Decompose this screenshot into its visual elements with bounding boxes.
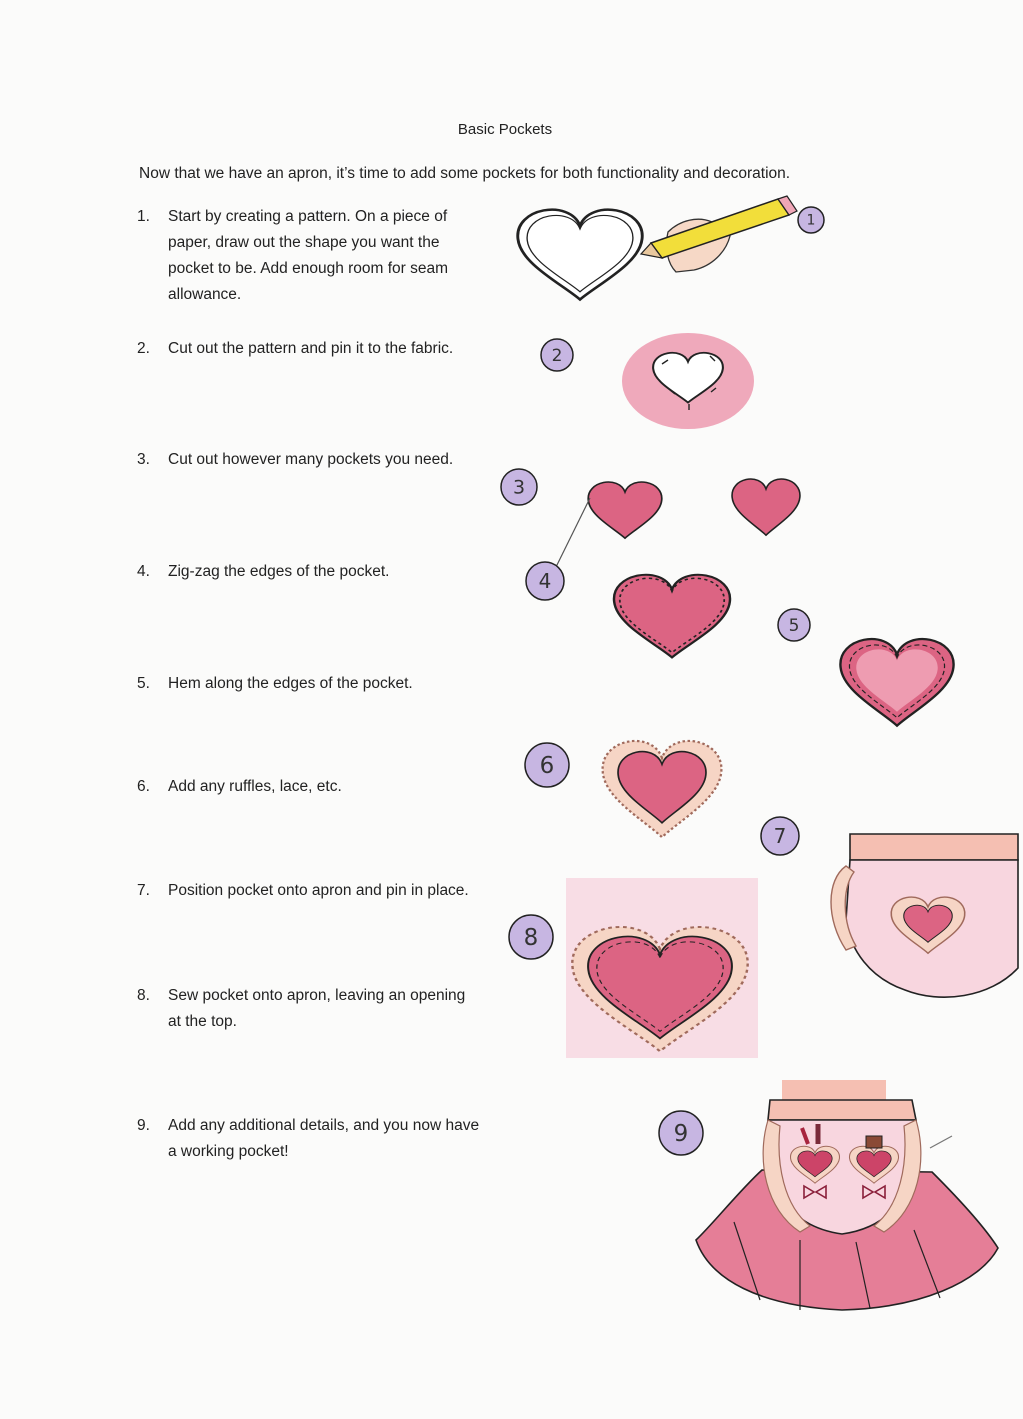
step-text: Zig-zag the edges of the pocket. — [168, 563, 390, 580]
number-badge-label: 7 — [773, 823, 787, 848]
number-badge-label: 1 — [806, 212, 816, 229]
number-badge-label: 2 — [551, 345, 563, 366]
number-badge-label: 4 — [538, 568, 552, 593]
step-text: Position pocket onto apron and pin in place. — [168, 882, 469, 899]
number-badge-label: 3 — [512, 476, 526, 499]
number-badge-label: 6 — [539, 752, 555, 779]
step-text: Add any ruffles, lace, etc. — [168, 778, 342, 795]
page-title: Basic Pockets — [457, 121, 553, 138]
pencil-icon — [641, 196, 797, 272]
step-6-illustration — [603, 741, 722, 837]
step-number: 4. — [137, 563, 150, 580]
step-8-illustration — [566, 878, 758, 1058]
step-number: 6. — [137, 778, 150, 795]
step-text: Sew pocket onto apron, leaving an opening at the top. — [168, 987, 466, 1030]
number-badge-label: 9 — [673, 1120, 689, 1147]
step-number: 2. — [137, 340, 150, 357]
step-3-illustration — [556, 479, 800, 567]
step-1-illustration — [518, 196, 797, 300]
step-number: 8. — [137, 987, 150, 1004]
step-number: 5. — [137, 675, 150, 692]
step-text: Hem along the edges of the pocket. — [168, 675, 413, 692]
number-badge-label: 5 — [788, 615, 800, 636]
intro-paragraph: Now that we have an apron, it’s time to add some pockets for both functionality and decoration. — [139, 165, 791, 182]
step-text: Add any additional details, and you now have a working pocket! — [168, 1117, 480, 1160]
step-text: Start by creating a pattern. On a piece of paper, draw out the shape you want the pocket to be. Add enough room for seam allowance. — [168, 208, 449, 303]
step-4-illustration — [614, 575, 730, 658]
step-text: Cut out however many pockets you need. — [168, 451, 454, 468]
step-number: 9. — [137, 1117, 150, 1134]
step-number: 3. — [137, 451, 150, 468]
step-number: 1. — [137, 208, 150, 225]
step-number: 7. — [137, 882, 150, 899]
step-9-illustration — [696, 1080, 998, 1310]
step-5-illustration — [840, 639, 953, 726]
step-7-illustration — [831, 834, 1018, 997]
step-2-illustration — [622, 333, 754, 429]
step-text: Cut out the pattern and pin it to the fabric. — [168, 340, 454, 357]
number-badge-label: 8 — [523, 924, 539, 951]
